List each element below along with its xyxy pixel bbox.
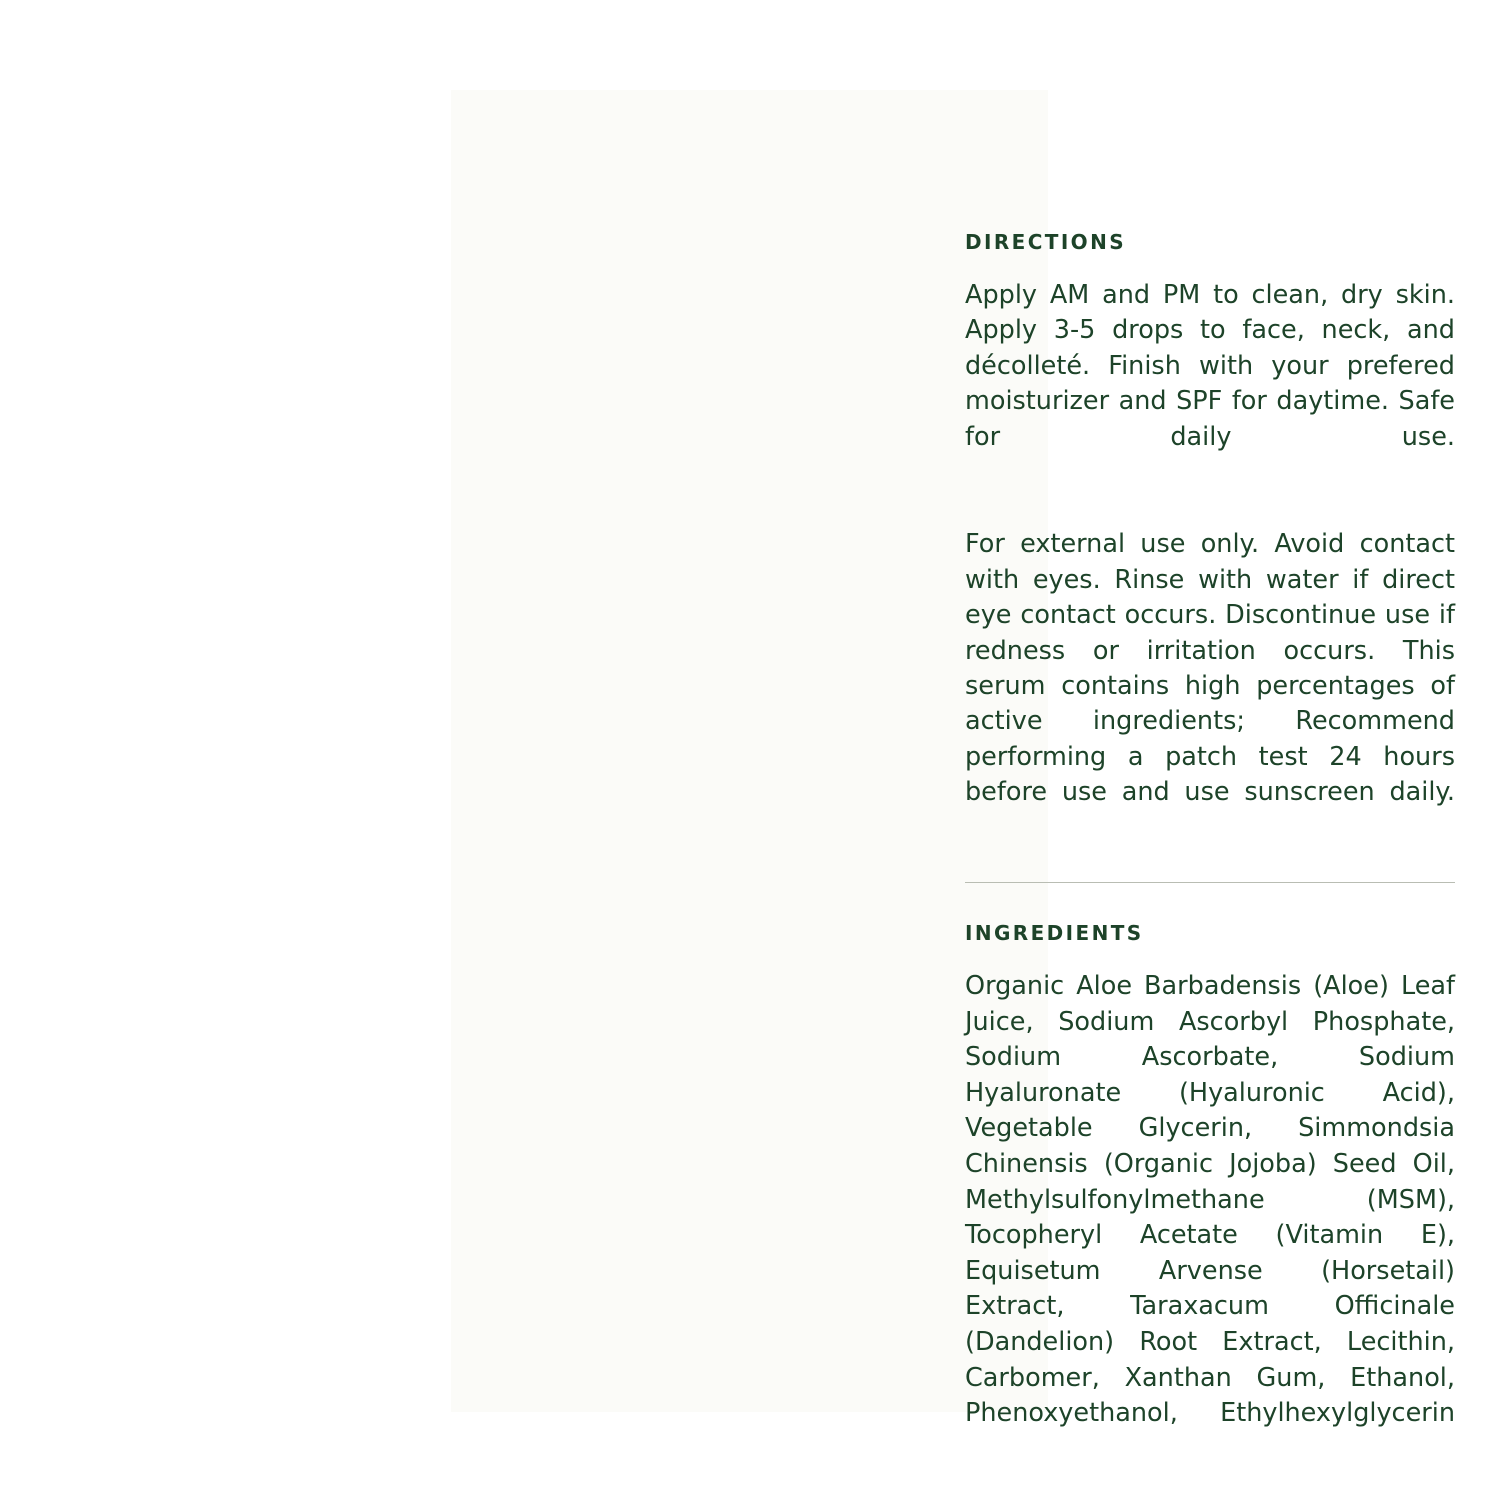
paragraph-spacer xyxy=(965,490,1455,527)
section-divider xyxy=(965,882,1455,883)
directions-paragraph-1: Apply AM and PM to clean, dry skin. Apply 3-5 drops to face, neck, and décolleté. Finish with your prefered moisturizer and SPF for daytime. Safe for daily use. xyxy=(965,280,1455,452)
directions-heading: DIRECTIONS xyxy=(965,230,1127,254)
product-label-panel xyxy=(451,90,1455,1429)
ingredients-list: Organic Aloe Barbadensis (Aloe) Leaf Juice, Sodium Ascorbyl Phosphate, Sodium Ascorbate, Sodium Hyaluronate (Hyaluronic Acid), Vegetable Glycerin, Simmondsia Chinensis (Organic Jojoba) Seed Oil, Methylsulfonylmethane (MSM), Tocopheryl Acetate (Vitamin E), Equisetum Arvense (Horsetail) Extract, Taraxacum Officinale (Dandelion) Root Extract, Lecithin, Carbomer, Xanthan Gum, Ethanol, Phenoxyethanol, Ethylhexylglycerin xyxy=(965,971,1455,1429)
label-content xyxy=(965,230,1455,1467)
ingredients-heading: INGREDIENTS xyxy=(965,921,1144,946)
directions-paragraph-2: For external use only. Avoid contact with eyes. Rinse with water if direct eye contact occurs. Discontinue use if redness or irritation occurs. This serum contains high percentages of active ingredients; Recommend performing a patch test 24 hours before use and use sunscreen daily. xyxy=(965,529,1455,808)
